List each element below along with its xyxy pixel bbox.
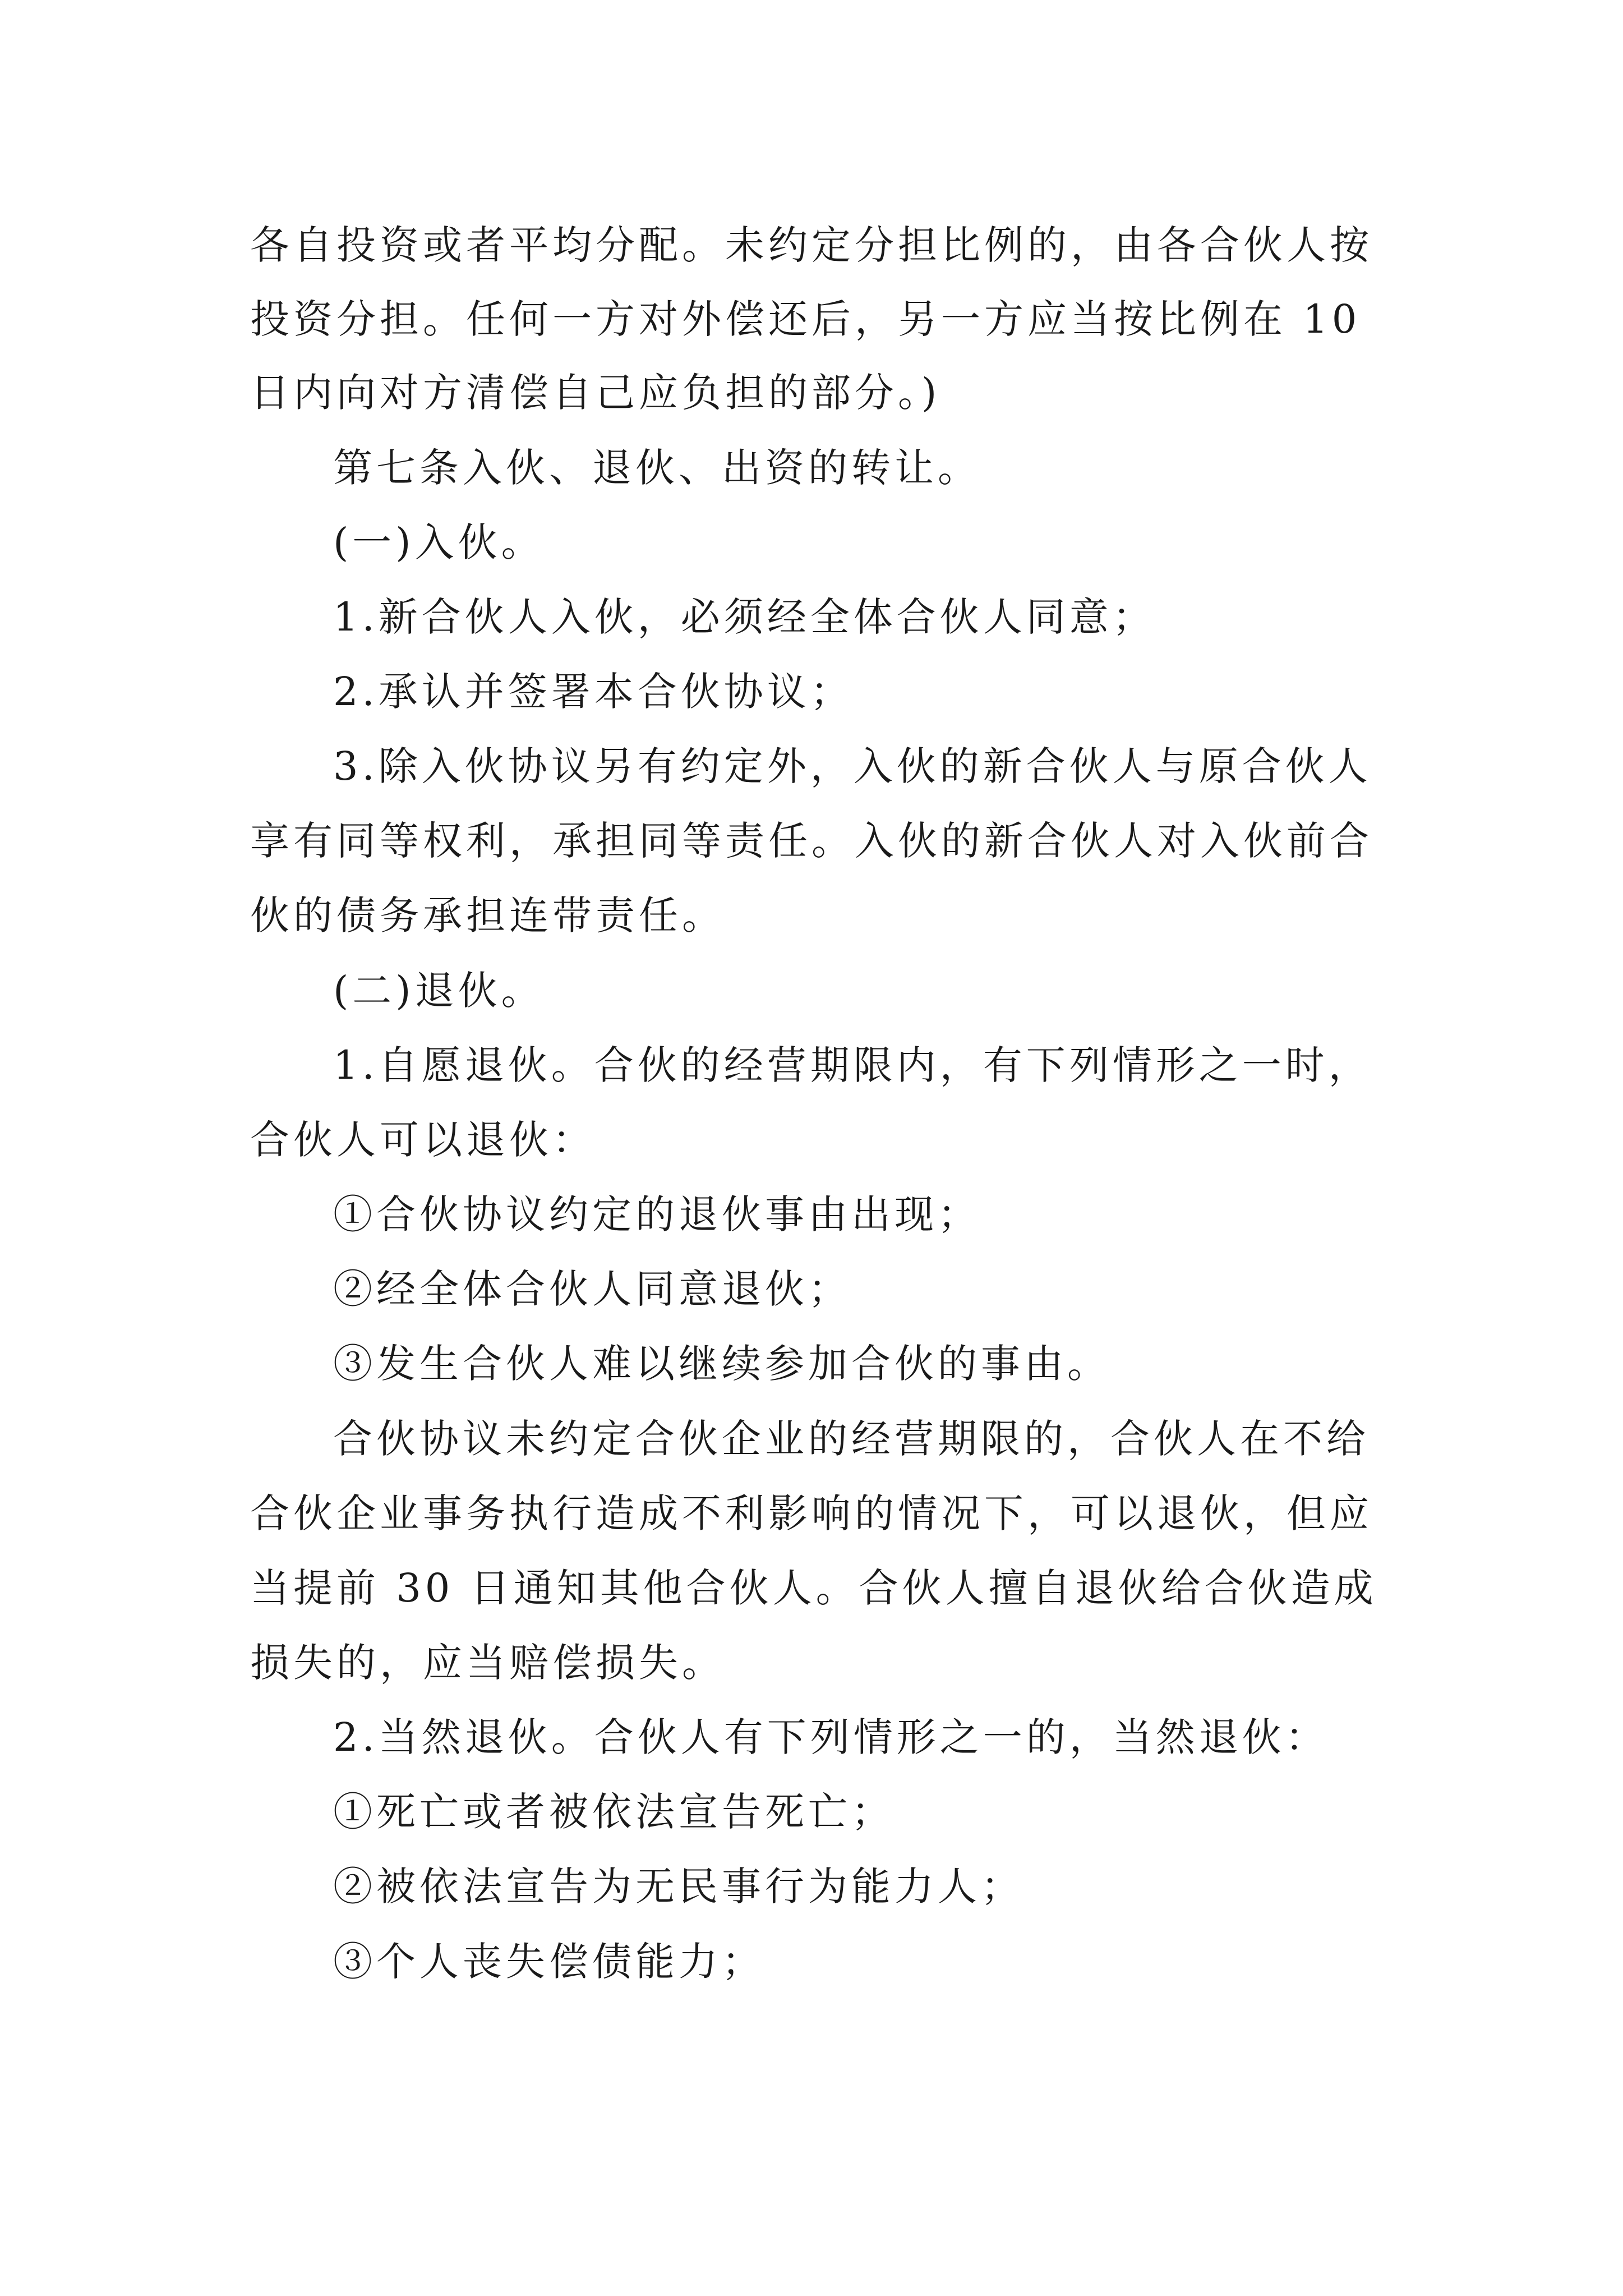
list-item: 3.除入伙协议另有约定外，入伙的新合伙人与原合伙人	[333, 743, 1372, 789]
subsection-heading: (一)入伙。	[333, 519, 545, 565]
list-item: ①死亡或者被依法宣告死亡；	[333, 1789, 895, 1835]
list-item: ②经全体合伙人同意退伙；	[333, 1266, 851, 1312]
subsection-heading: (二)退伙。	[333, 968, 545, 1014]
section-heading: 第七条入伙、退伙、出资的转让。	[333, 445, 981, 491]
text-line: 合伙企业事务执行造成不利影响的情况下，可以退伙，但应	[250, 1490, 1373, 1536]
list-item: 2.承认并签署本合伙协议；	[333, 669, 854, 715]
text-line: 投资分担。任何一方对外偿还后，另一方应当按比例在 10	[250, 296, 1361, 342]
text-line: 伙的债务承担连带责任。	[250, 892, 725, 938]
list-item: ③个人丧失偿债能力；	[333, 1939, 765, 1985]
text-line: 合伙人可以退伙：	[250, 1117, 596, 1163]
text-line: 各自投资或者平均分配。未约定分担比例的，由各合伙人按	[250, 222, 1373, 268]
list-item: 1.自愿退伙。合伙的经营期限内，有下列情形之一时，	[333, 1042, 1372, 1088]
list-item: ②被依法宣告为无民事行为能力人；	[333, 1864, 1024, 1910]
list-item: 1.新合伙人入伙，必须经全体合伙人同意；	[333, 594, 1156, 640]
list-item: ①合伙协议约定的退伙事由出现；	[333, 1191, 981, 1237]
list-item: ③发生合伙人难以继续参加合伙的事由。	[333, 1341, 1110, 1387]
text-line: 享有同等权利，承担同等责任。入伙的新合伙人对入伙前合	[250, 818, 1373, 864]
text-line: 损失的，应当赔偿损失。	[250, 1640, 725, 1686]
text-line: 当提前 30 日通知其他合伙人。合伙人擅自退伙给合伙造成	[250, 1565, 1377, 1611]
paragraph-start: 合伙协议未约定合伙企业的经营期限的，合伙人在不给	[333, 1416, 1370, 1462]
list-item: 2.当然退伙。合伙人有下列情形之一的，当然退伙：	[333, 1714, 1329, 1760]
text-line: 日内向对方清偿自己应负担的部分。)	[250, 370, 941, 416]
